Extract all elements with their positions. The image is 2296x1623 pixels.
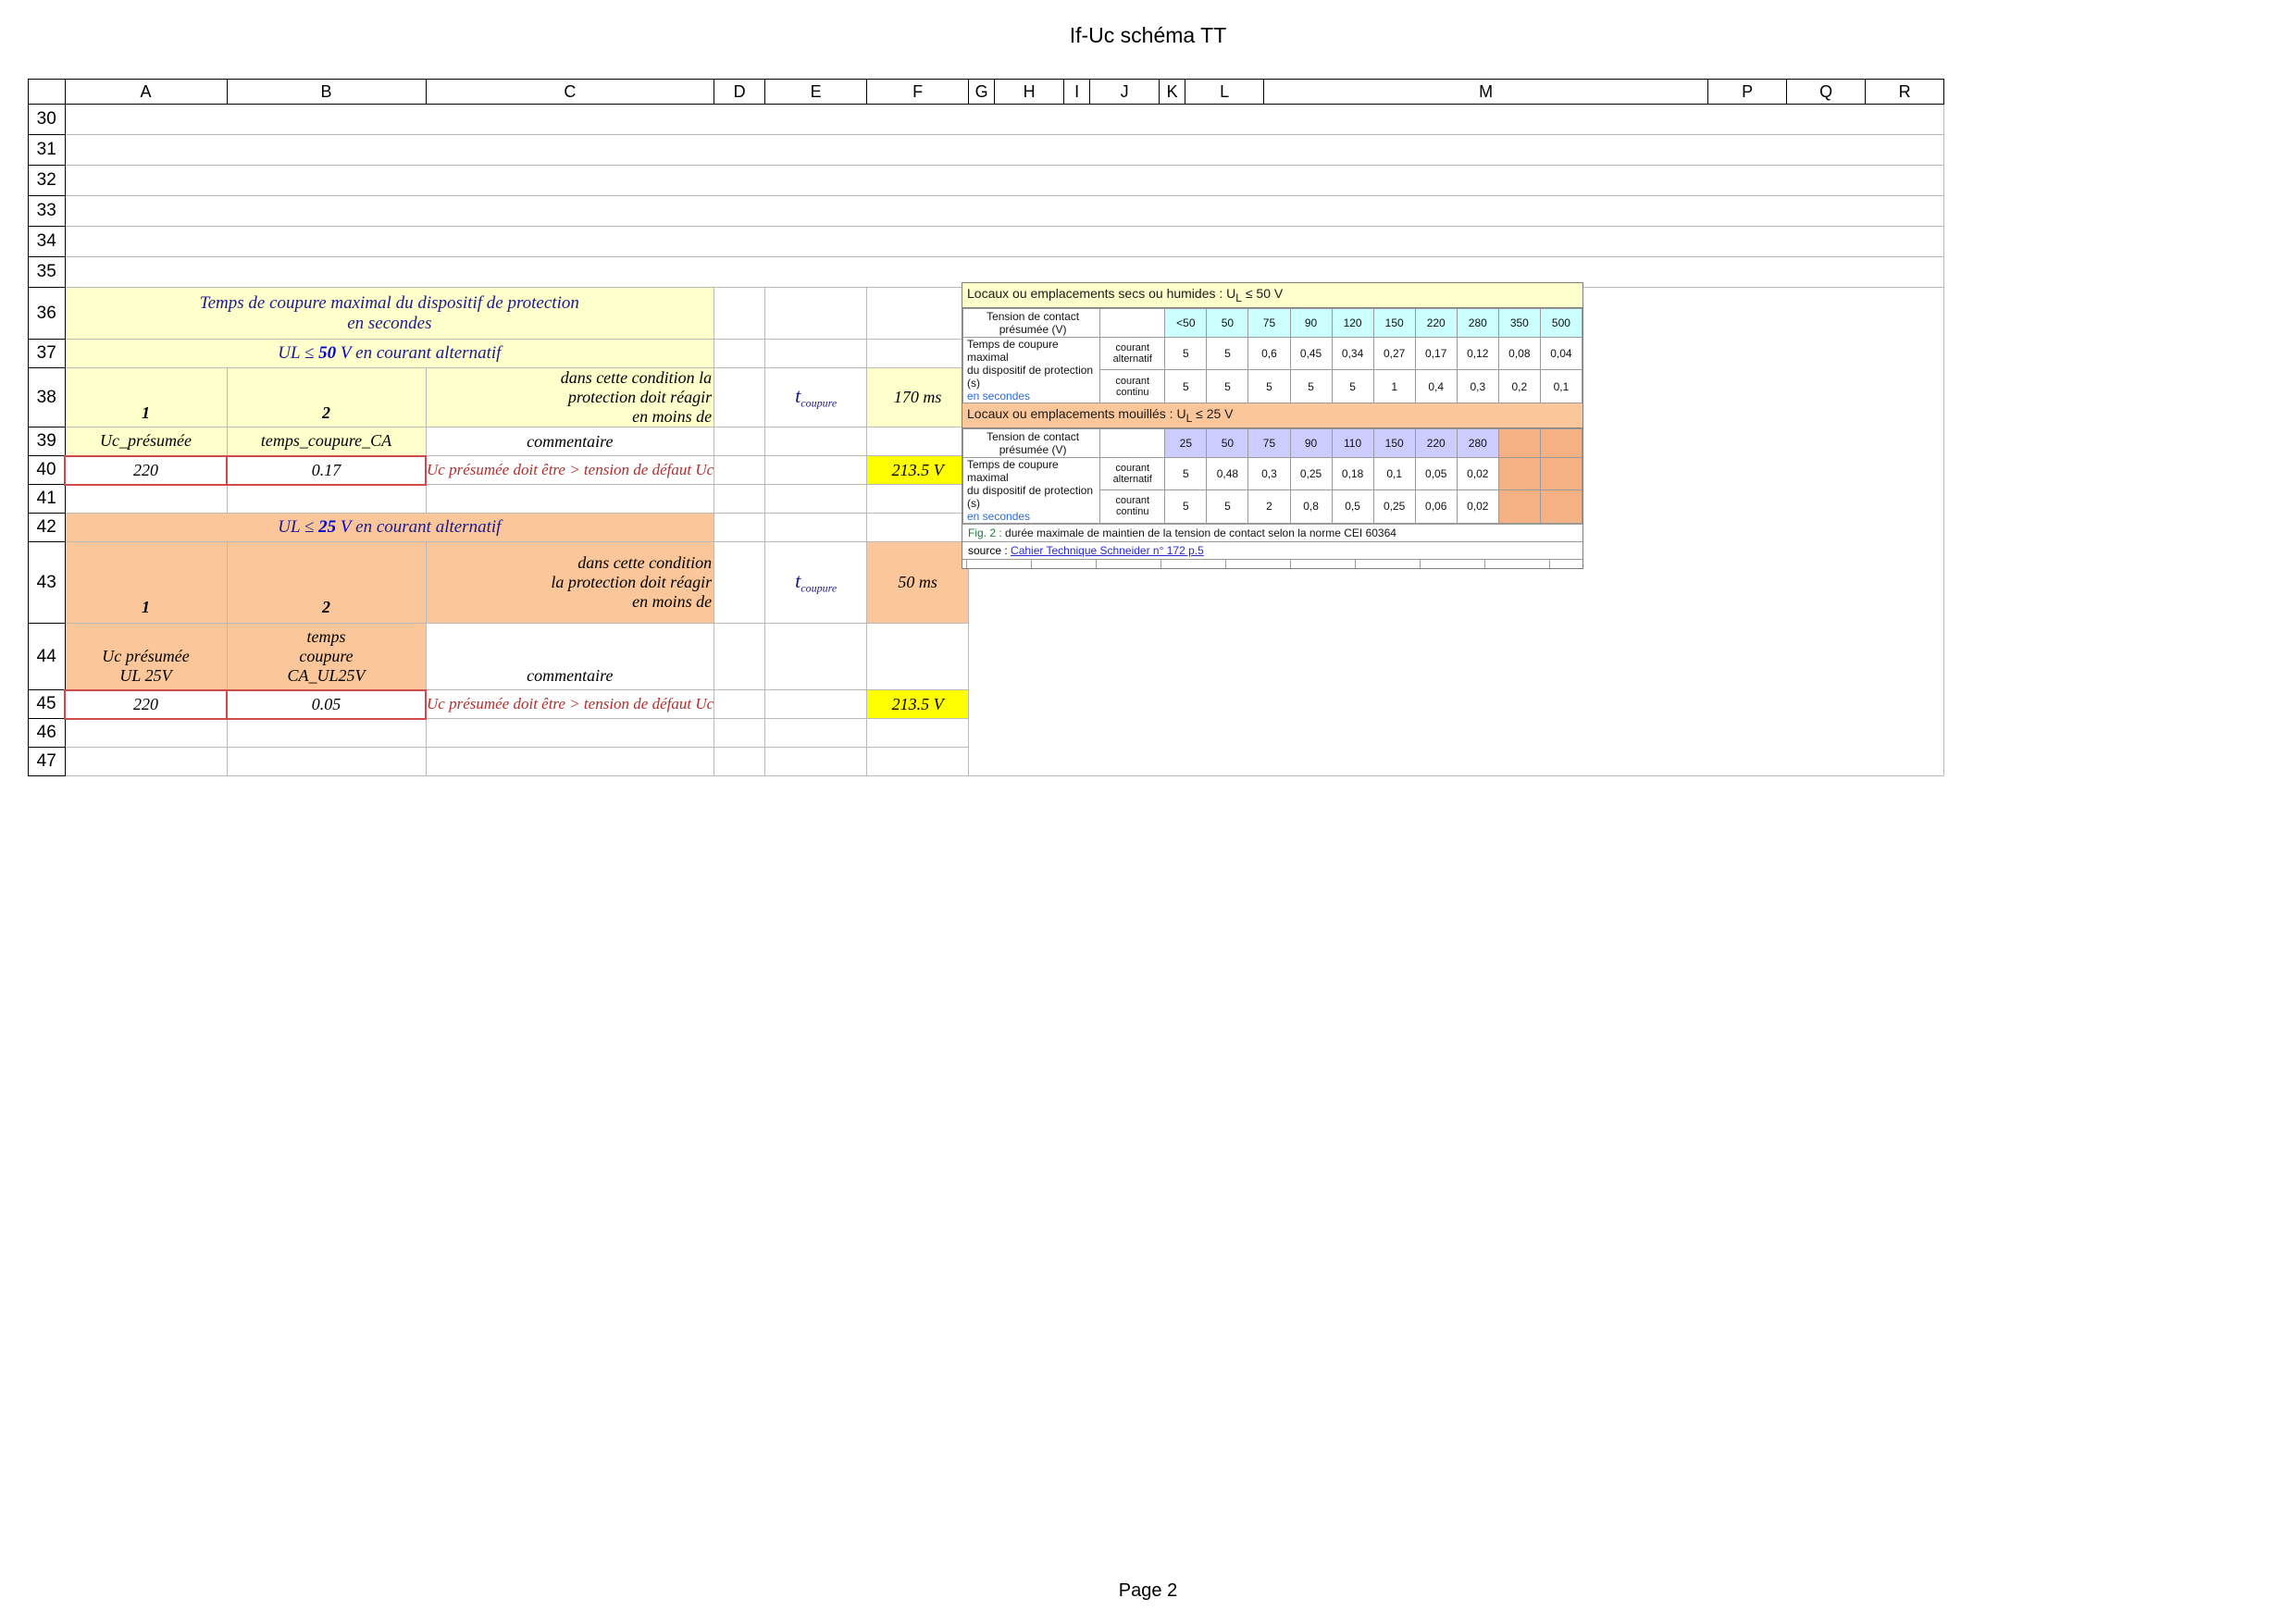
tcoupure-symbol: t (795, 384, 801, 408)
dry-dc-1: 5 (1207, 370, 1248, 403)
cut-time-title-line1: Temps de coupure maximal du dispositif de protection (199, 292, 579, 313)
cell-d46[interactable] (714, 719, 765, 748)
cell-e36[interactable] (765, 288, 867, 340)
dry-voltage-1: 50 (1207, 308, 1248, 337)
temps-coupure-ca-header: temps_coupure_CA (260, 431, 392, 451)
dry-voltage-4: 120 (1332, 308, 1373, 337)
condition-25-line3: en moins de (632, 592, 713, 611)
cut-time-title[interactable] (65, 288, 714, 340)
cell-c43-condition[interactable] (426, 542, 714, 624)
dry-ac-label (1100, 337, 1165, 370)
temps-coupure-ca-25-value: 0.05 (311, 694, 341, 713)
cell-d36[interactable] (714, 288, 765, 340)
cell-e44[interactable] (765, 624, 867, 690)
dry-ac-l1: courant (1115, 342, 1150, 354)
wet-cut-l3: en secondes (967, 509, 1031, 523)
wet-contact-l1: Tension de contact (987, 429, 1080, 443)
row-header-45[interactable]: 45 (29, 690, 66, 719)
dry-dc-2: 5 (1248, 370, 1290, 403)
cell-c47[interactable] (426, 748, 714, 776)
dry-locations-sub: L (1235, 291, 1242, 304)
dry-ac-7: 0,12 (1457, 337, 1498, 370)
dry-dc-3: 5 (1290, 370, 1332, 403)
dry-locations-band (962, 283, 1582, 308)
cell-e41[interactable] (765, 485, 867, 514)
dry-ac-l2: alternatif (1112, 353, 1152, 365)
wet-dc-4: 0,5 (1332, 490, 1373, 524)
ul25-unit: V (340, 517, 352, 537)
dry-ac-6: 0,17 (1415, 337, 1457, 370)
row-header-40[interactable]: 40 (29, 456, 66, 485)
ul25-prefix: UL ≤ (278, 517, 315, 537)
dry-dc-4: 5 (1332, 370, 1373, 403)
row-header-37[interactable]: 37 (29, 340, 66, 368)
dry-ac-2: 0,6 (1248, 337, 1290, 370)
ul50-banner[interactable] (65, 340, 714, 368)
empty-row-30[interactable] (65, 105, 1944, 135)
dry-dc-6: 0,4 (1415, 370, 1457, 403)
wet-dc-label (1100, 490, 1165, 524)
wet-dc-l2: continu (1116, 506, 1149, 518)
wet-dc-6: 0,06 (1415, 490, 1457, 524)
ul50-prefix: UL ≤ (278, 343, 315, 363)
ul25-suffix: en courant alternatif (355, 517, 502, 537)
column-header-f[interactable]: F (867, 80, 969, 105)
figure-caption-text: durée maximale de maintien de la tension de contact selon la norme CEI 60364 (1001, 526, 1396, 539)
row-header-30[interactable]: 30 (29, 105, 66, 135)
wet-ac-label (1100, 457, 1165, 490)
dry-cut-time-label (963, 337, 1100, 403)
cell-a38-step1[interactable] (65, 368, 227, 427)
cell-b46[interactable] (227, 719, 426, 748)
wet-ac-5: 0,1 (1373, 457, 1415, 490)
cell-f40-result[interactable] (867, 456, 969, 485)
cell-f42[interactable] (867, 514, 969, 542)
cell-d38[interactable] (714, 368, 765, 427)
dry-cut-l2: du dispositif de protection (s) (967, 363, 1094, 390)
dry-ac-row (963, 337, 1582, 370)
dry-ac-9: 0,04 (1540, 337, 1582, 370)
comment-25: Uc présumée doit être > tension de défaut Uc (427, 695, 714, 712)
dry-dc-7: 0,3 (1457, 370, 1498, 403)
table-row (29, 196, 1944, 227)
wet-ac-3: 0,25 (1290, 457, 1332, 490)
cell-c46[interactable] (426, 719, 714, 748)
dry-voltage-3: 90 (1290, 308, 1332, 337)
page-footer: Page 2 (1118, 1580, 1178, 1601)
column-header-k[interactable]: K (1160, 80, 1185, 105)
wet-cut-time-label (963, 457, 1100, 523)
dry-contact-l1: Tension de contact (987, 309, 1080, 323)
column-header-l[interactable]: L (1185, 80, 1264, 105)
dry-voltage-7: 280 (1457, 308, 1498, 337)
wet-dc-8 (1498, 490, 1540, 524)
cell-a39-header[interactable] (65, 427, 227, 456)
dry-dc-l2: continu (1116, 386, 1149, 398)
wet-ac-row (963, 457, 1582, 490)
dry-cut-l3: en secondes (967, 389, 1031, 403)
dry-ac-1: 5 (1207, 337, 1248, 370)
cell-f36[interactable] (867, 288, 969, 340)
page-title: If-Uc schéma TT (1069, 23, 1227, 47)
tcoupure-symbol-25: t (795, 569, 801, 593)
condition-25-line2: la protection doit réagir (551, 573, 713, 591)
row-header-44[interactable]: 44 (29, 624, 66, 690)
step-1-label: 1 (142, 403, 150, 422)
wet-voltage-5: 150 (1373, 428, 1415, 457)
cell-b39-header[interactable] (227, 427, 426, 456)
tension-defaut-25: 213.5 V (891, 694, 944, 713)
cell-f43-value[interactable] (867, 542, 969, 624)
wet-ac-2: 0,3 (1248, 457, 1290, 490)
uc-presumee-25-header-l1: Uc présumée (102, 646, 190, 665)
input-uc-presumee-25[interactable] (65, 690, 227, 719)
dry-dc-9: 0,1 (1540, 370, 1582, 403)
dry-dc-l1: courant (1115, 375, 1150, 387)
row-header-43[interactable]: 43 (29, 542, 66, 624)
dry-dc-8: 0,2 (1498, 370, 1540, 403)
row-header-34[interactable]: 34 (29, 227, 66, 257)
row-header-46[interactable]: 46 (29, 719, 66, 748)
tension-defaut-50: 213.5 V (891, 460, 944, 479)
condition-line2: protection doit réagir (567, 388, 713, 406)
wet-contact-l2: présumée (V) (999, 442, 1067, 456)
condition-25-line1: dans cette condition (577, 553, 713, 572)
wet-dc-3: 0,8 (1290, 490, 1332, 524)
wet-dc-1: 5 (1207, 490, 1248, 524)
ul50-suffix: en courant alternatif (355, 343, 502, 363)
wet-cut-l1: Temps de coupure maximal (967, 457, 1059, 484)
cell-f46[interactable] (867, 719, 969, 748)
wet-dc-l1: courant (1115, 495, 1150, 507)
figure-caption-tag: Fig. 2 : (968, 526, 1002, 539)
cell-e45[interactable] (765, 690, 867, 719)
column-header-p[interactable]: P (1708, 80, 1787, 105)
wet-ac-8 (1498, 457, 1540, 490)
column-header-h[interactable]: H (995, 80, 1064, 105)
column-header-a[interactable]: A (65, 80, 227, 105)
cell-e47[interactable] (765, 748, 867, 776)
wet-voltage-8 (1498, 428, 1540, 457)
table-row (29, 166, 1944, 196)
cell-f38-value[interactable] (867, 368, 969, 427)
cell-d42[interactable] (714, 514, 765, 542)
row-header-36[interactable]: 36 (29, 288, 66, 340)
column-header-d[interactable]: D (714, 80, 765, 105)
step-1-label-25: 1 (142, 598, 150, 616)
wet-ac-6: 0,05 (1415, 457, 1457, 490)
cell-a43-step1[interactable] (65, 542, 227, 624)
dry-voltage-0: <50 (1165, 308, 1207, 337)
table-row (29, 227, 1944, 257)
row-header-38[interactable]: 38 (29, 368, 66, 427)
cell-a46[interactable] (65, 719, 227, 748)
wet-dc-2: 2 (1248, 490, 1290, 524)
wet-table (962, 428, 1582, 524)
ul50-unit: V (340, 343, 352, 363)
dry-voltage-5: 150 (1373, 308, 1415, 337)
dry-dc-label (1100, 370, 1165, 403)
dry-ac-3: 0,45 (1290, 337, 1332, 370)
wet-voltage-spacer (1100, 428, 1165, 457)
cell-e38-tcoupure[interactable] (765, 368, 867, 427)
cell-d43[interactable] (714, 542, 765, 624)
cell-d39[interactable] (714, 427, 765, 456)
wet-locations-tail: ≤ 25 V (1192, 405, 1234, 421)
dry-dc-5: 1 (1373, 370, 1415, 403)
cell-c38-condition[interactable] (426, 368, 714, 427)
cell-f47[interactable] (867, 748, 969, 776)
cell-a44-header[interactable] (65, 624, 227, 690)
dry-ac-8: 0,08 (1498, 337, 1540, 370)
cell-e43-tcoupure[interactable] (765, 542, 867, 624)
step-2-label-25: 2 (322, 598, 330, 616)
cell-a41[interactable] (65, 485, 227, 514)
column-header-i[interactable]: I (1064, 80, 1090, 105)
dry-ac-5: 0,27 (1373, 337, 1415, 370)
empty-row-32[interactable] (65, 166, 1944, 196)
wet-dc-0: 5 (1165, 490, 1207, 524)
cell-d37[interactable] (714, 340, 765, 368)
column-header-r[interactable]: R (1866, 80, 1944, 105)
row-header-31[interactable]: 31 (29, 135, 66, 166)
cell-e37[interactable] (765, 340, 867, 368)
wet-dc-7: 0,02 (1457, 490, 1498, 524)
cell-e40[interactable] (765, 456, 867, 485)
dry-ac-4: 0,34 (1332, 337, 1373, 370)
column-header-e[interactable]: E (765, 80, 867, 105)
dry-voltage-8: 350 (1498, 308, 1540, 337)
cell-f45-result[interactable] (867, 690, 969, 719)
wet-voltage-9 (1540, 428, 1582, 457)
wet-dc-9 (1540, 490, 1582, 524)
wet-dc-5: 0,25 (1373, 490, 1415, 524)
column-header-row (29, 80, 1944, 105)
input-uc-presumee-50[interactable] (65, 456, 227, 485)
wet-ac-4: 0,18 (1332, 457, 1373, 490)
temps-coupure-ca-50-value: 0.17 (311, 460, 341, 479)
wet-voltage-7: 280 (1457, 428, 1498, 457)
wet-locations-text: Locaux ou emplacements mouillés : U (967, 405, 1186, 421)
dry-ac-0: 5 (1165, 337, 1207, 370)
empty-row-31[interactable] (65, 135, 1944, 166)
comment-50: Uc présumée doit être > tension de défaut Uc (427, 461, 714, 478)
cut-time-50v: 170 ms (893, 388, 942, 406)
cell-b47[interactable] (227, 748, 426, 776)
cell-c40-comment[interactable] (426, 456, 714, 485)
wet-voltage-6: 220 (1415, 428, 1457, 457)
ul25-value: 25 (318, 517, 337, 537)
cell-e42[interactable] (765, 514, 867, 542)
dry-contact-l2: présumée (V) (999, 322, 1067, 336)
cell-b41[interactable] (227, 485, 426, 514)
cell-a47[interactable] (65, 748, 227, 776)
dry-voltage-spacer (1100, 308, 1165, 337)
uc-presumee-header: Uc_présumée (100, 431, 192, 451)
condition-line1: dans cette condition la (560, 368, 713, 387)
uc-presumee-25-header-l2: UL 25V (119, 665, 172, 685)
dry-locations-tail: ≤ 50 V (1241, 286, 1284, 301)
wet-voltage-0: 25 (1165, 428, 1207, 457)
cell-c44-header[interactable] (426, 624, 714, 690)
figure-source (962, 541, 1582, 559)
commentaire-header-50: commentaire (527, 431, 614, 451)
row-header-42[interactable]: 42 (29, 514, 66, 542)
row-header-47[interactable]: 47 (29, 748, 66, 776)
row-header-39[interactable]: 39 (29, 427, 66, 456)
wet-voltage-row (963, 428, 1582, 457)
wet-voltage-4: 110 (1332, 428, 1373, 457)
cell-d47[interactable] (714, 748, 765, 776)
table-row (29, 105, 1944, 135)
dry-table (962, 308, 1582, 403)
cell-d45[interactable] (714, 690, 765, 719)
wet-ac-0: 5 (1165, 457, 1207, 490)
column-header-b[interactable]: B (227, 80, 426, 105)
wet-ac-9 (1540, 457, 1582, 490)
dry-dc-0: 5 (1165, 370, 1207, 403)
input-temps-coupure-ca-25[interactable] (227, 690, 426, 719)
dry-voltage-2: 75 (1248, 308, 1290, 337)
tcoupure-subscript: coupure (800, 396, 838, 410)
cut-time-title-line2: en secondes (347, 313, 432, 333)
reference-figure (962, 282, 1583, 569)
cut-time-25v: 50 ms (898, 573, 937, 591)
condition-line3: en moins de (632, 407, 713, 426)
wet-voltage-3: 90 (1290, 428, 1332, 457)
wet-voltage-1: 50 (1207, 428, 1248, 457)
wet-cut-l2: du dispositif de protection (s) (967, 483, 1094, 510)
wet-voltage-2: 75 (1248, 428, 1290, 457)
dry-voltage-6: 220 (1415, 308, 1457, 337)
empty-row-33[interactable] (65, 196, 1944, 227)
cell-c41[interactable] (426, 485, 714, 514)
cell-c45-comment[interactable] (426, 690, 714, 719)
dry-locations-text: Locaux ou emplacements secs ou humides : U (967, 286, 1236, 301)
wet-locations-band (962, 403, 1582, 428)
figure-ruler (962, 559, 1582, 568)
cell-d44[interactable] (714, 624, 765, 690)
wet-contact-voltage-label (963, 428, 1100, 457)
temps-coupure-25-header-l1: temps (306, 626, 346, 646)
column-header-q[interactable]: Q (1787, 80, 1866, 105)
row-header-35[interactable]: 35 (29, 257, 66, 288)
dry-contact-voltage-label (963, 308, 1100, 337)
cell-f39[interactable] (867, 427, 969, 456)
cell-b43-step2[interactable] (227, 542, 426, 624)
commentaire-header-25: commentaire (527, 666, 614, 685)
ul50-value: 50 (318, 343, 337, 363)
cell-b44-header[interactable] (227, 624, 426, 690)
cell-d40[interactable] (714, 456, 765, 485)
dry-voltage-row (963, 308, 1582, 337)
column-header-g[interactable]: G (969, 80, 995, 105)
uc-presumee-25-value: 220 (133, 694, 158, 713)
figure-source-label: source : (968, 543, 1011, 557)
select-all-corner[interactable] (29, 80, 66, 105)
row-header-33[interactable]: 33 (29, 196, 66, 227)
row-header-41[interactable]: 41 (29, 485, 66, 514)
ul25-banner[interactable] (65, 514, 714, 542)
temps-coupure-25-header-l2: coupure (299, 646, 354, 665)
cell-f37[interactable] (867, 340, 969, 368)
wet-ac-1: 0,48 (1207, 457, 1248, 490)
cell-d41[interactable] (714, 485, 765, 514)
empty-row-34[interactable] (65, 227, 1944, 257)
figure-source-link[interactable]: Cahier Technique Schneider n° 172 p.5 (1011, 543, 1204, 557)
figure-caption (962, 524, 1582, 541)
dry-cut-l1: Temps de coupure maximal (967, 337, 1059, 364)
input-temps-coupure-ca-50[interactable] (227, 456, 426, 485)
wet-locations-sub: L (1185, 411, 1193, 425)
temps-coupure-25-header-l3: CA_UL25V (287, 665, 366, 685)
row-header-32[interactable]: 32 (29, 166, 66, 196)
wet-ac-7: 0,02 (1457, 457, 1498, 490)
column-header-j[interactable]: J (1090, 80, 1160, 105)
wet-ac-l1: courant (1115, 462, 1150, 474)
column-header-c[interactable]: C (426, 80, 714, 105)
cell-f41[interactable] (867, 485, 969, 514)
dry-voltage-9: 500 (1540, 308, 1582, 337)
cell-e46[interactable] (765, 719, 867, 748)
step-2-label: 2 (322, 403, 330, 422)
table-row (29, 135, 1944, 166)
cell-c39-header[interactable] (426, 427, 714, 456)
wet-ac-l2: alternatif (1112, 473, 1152, 485)
uc-presumee-50-value: 220 (133, 460, 158, 479)
cell-b38-step2[interactable] (227, 368, 426, 427)
cell-e39[interactable] (765, 427, 867, 456)
tcoupure-subscript-25: coupure (800, 581, 838, 595)
cell-f44[interactable] (867, 624, 969, 690)
column-header-m[interactable]: M (1264, 80, 1708, 105)
